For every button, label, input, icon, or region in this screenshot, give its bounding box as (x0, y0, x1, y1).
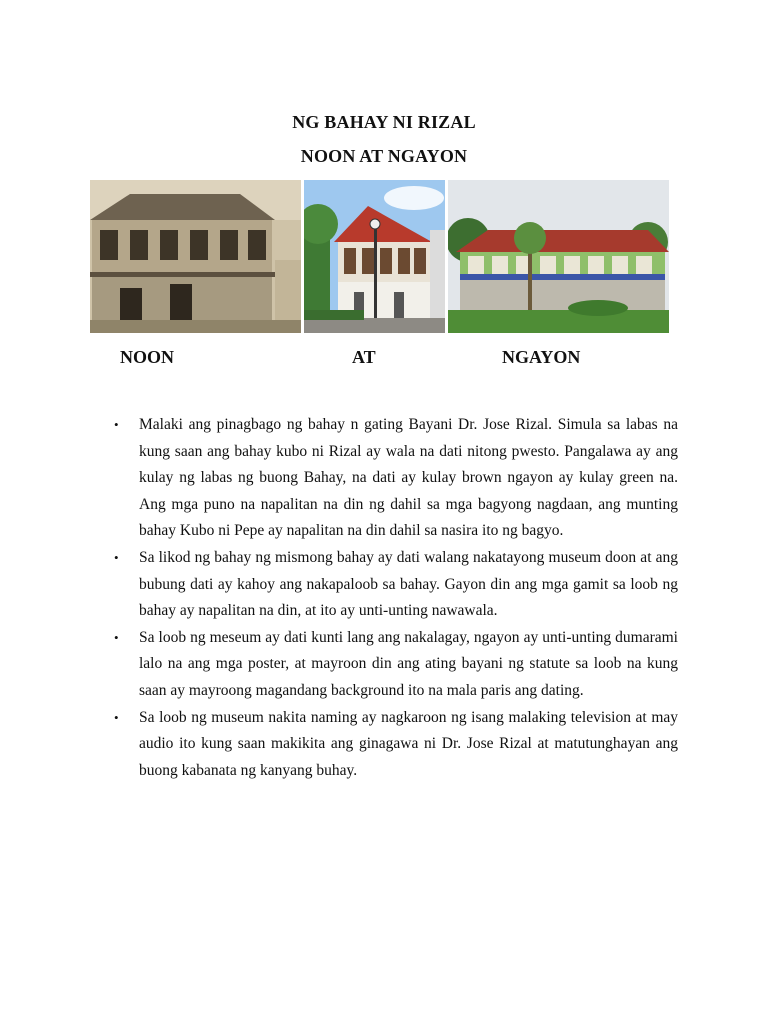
paragraph-text: Malaki ang pinagbago ng bahay n gating Bayani Dr. Jose Rizal. Simula sa labas na kung saan ang bahay kubo ni Rizal ay wala na dati nitong pwesto. Pangalawa ay ang kulay ng labas ng buong Bahay, na dati ay kulay brown ngayon ay kulay green na. Ang mga puno na napalitan na din ng dahil sa mga bagyong nagdaan, ang munting bahay Kubo ni Pepe ay napalitan na din dahil sa nasira ito ng bagyo. (139, 416, 678, 540)
paragraph-text: Sa loob ng museum nakita naming ay nagkaroon ng isang malaking television at may audio ito kung saan makikita ang ginagawa ni Dr. Jose Rizal at matutunghayan ang buong kabanata ng kanyang buhay. (139, 708, 678, 779)
paragraph-text: Sa likod ng bahay ng mismong bahay ay dati walang nakatayong museum doon at ang bubung dati ay kahoy ang nakapaloob sa bahay. Gayon din ang mga gamit sa loob ng bahay ay napalitan na din, at ito ay unti-unting nawawala. (139, 548, 678, 620)
list-item (114, 545, 678, 625)
document-subtitle: NOON AT NGAYON (300, 146, 468, 166)
list-item (114, 625, 678, 705)
caption-ngayon: NGAYON (502, 347, 581, 367)
caption-noon: NOON (120, 347, 174, 367)
bullet-dot: • (114, 709, 119, 725)
house-green-photo (448, 180, 669, 333)
bullet-list (114, 412, 678, 784)
bullet-dot: • (114, 417, 119, 432)
document-title: NG BAHAY NI RIZAL (292, 112, 476, 132)
old-house-photo (90, 180, 301, 333)
caption-at: AT (352, 347, 376, 367)
bullet-dot: • (114, 549, 119, 565)
bullet-dot: • (114, 629, 119, 645)
paragraph-text: Sa loob ng meseum ay dati kunti lang ang nakalagay, ngayon ay unti-unting dumarami lalo na ang mga poster, at mayroon din ang ating bayani ng statute sa loob na kung saan ay mayroong magandang background ito na mala paris ang dating. (139, 628, 678, 699)
list-item (114, 705, 678, 785)
list-item (114, 412, 678, 545)
house-street-photo (304, 180, 445, 333)
